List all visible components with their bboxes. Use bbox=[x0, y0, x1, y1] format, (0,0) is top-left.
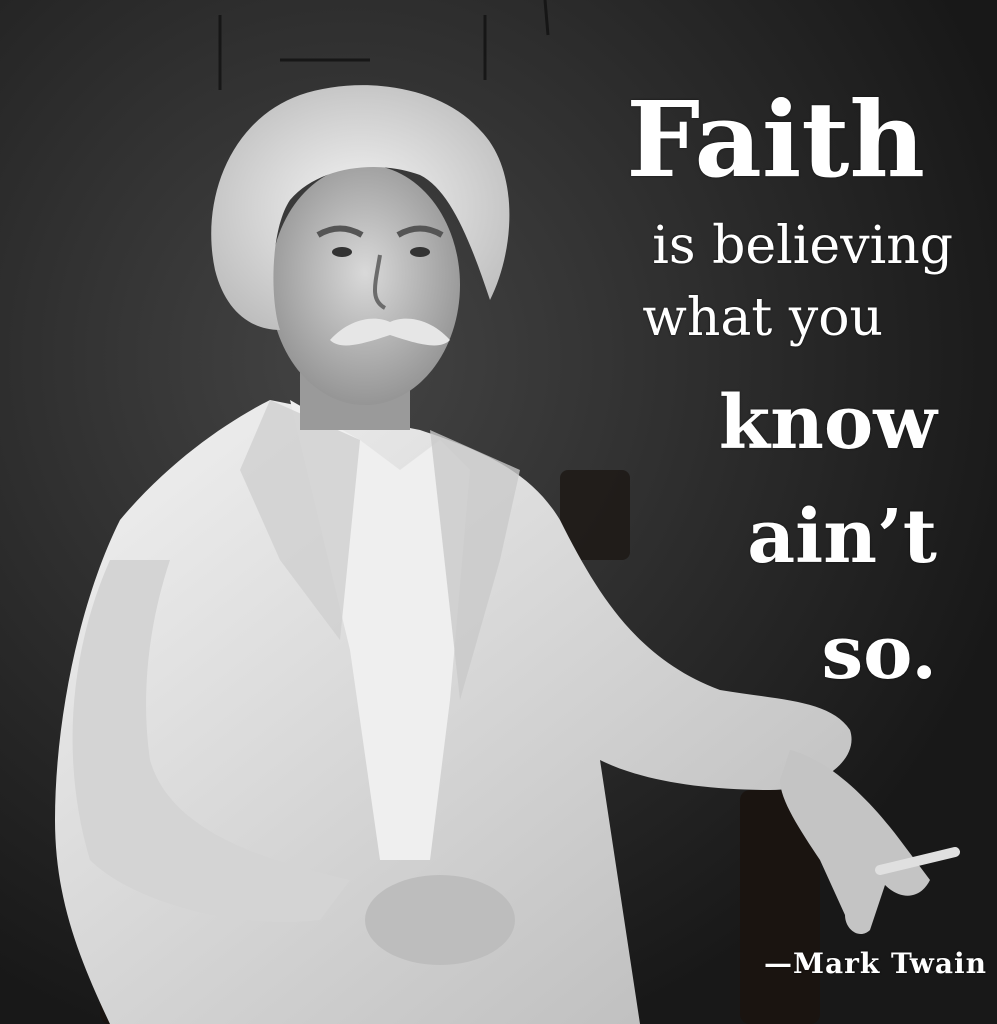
face bbox=[270, 165, 460, 405]
quote-word-know: know bbox=[718, 380, 937, 466]
eye-left bbox=[332, 247, 352, 257]
quote-line-what-you: what you bbox=[642, 288, 883, 348]
eye-right bbox=[410, 247, 430, 257]
quote-word-aint: ain’t bbox=[747, 494, 937, 580]
attribution: —Mark Twain bbox=[763, 947, 987, 980]
quote-line-believing: is believing bbox=[652, 216, 953, 276]
quote-word-faith: Faith bbox=[626, 78, 925, 201]
quote-word-so: so. bbox=[821, 610, 937, 696]
left-hand bbox=[365, 875, 515, 965]
